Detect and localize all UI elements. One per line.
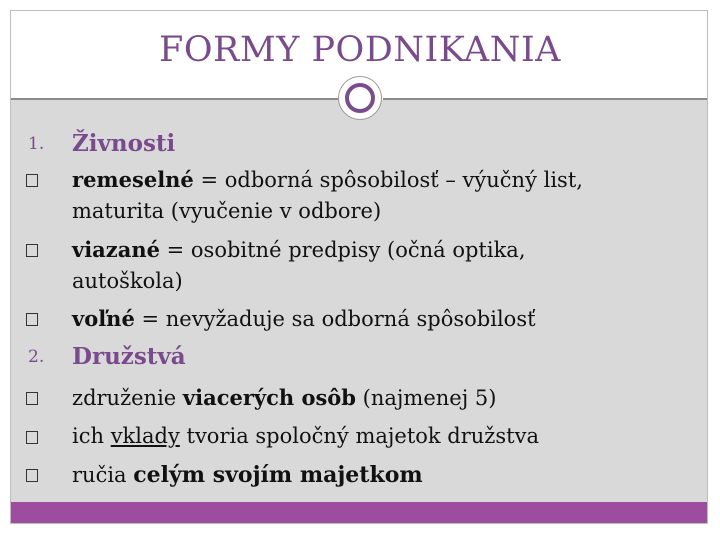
item-underlined: vklady xyxy=(110,424,180,448)
item-bold: viazané xyxy=(72,237,160,262)
item-bold: remeselné xyxy=(72,167,194,192)
list-number: 2. xyxy=(28,347,45,367)
section-heading: Živnosti xyxy=(72,130,176,157)
item-text: tvoria spoločný majetok družstva xyxy=(179,424,539,448)
checkbox-icon xyxy=(26,462,66,486)
item-text: = nevyžaduje sa odborná spôsobilosť xyxy=(134,307,536,331)
item-text: maturita (vyučenie v odbore) xyxy=(72,199,382,223)
checkbox-icon xyxy=(26,306,66,330)
divider-right xyxy=(383,98,707,100)
bottom-bar xyxy=(11,502,707,523)
item-text: = osobitné predpisy (očná optika, xyxy=(159,238,526,262)
item-bold: viacerých osôb xyxy=(182,385,356,410)
item-pre: ich xyxy=(72,424,111,448)
item-bold: voľné xyxy=(72,306,135,331)
slide-title: FORMY PODNIKANIA xyxy=(159,30,561,70)
item-pre: združenie xyxy=(72,386,183,410)
item-bold: celým svojím majetkom xyxy=(133,462,423,488)
checkbox-icon xyxy=(26,167,66,191)
checkbox-icon xyxy=(26,237,66,261)
item-pre: ručia xyxy=(72,463,134,487)
checkbox-icon xyxy=(26,424,66,448)
item-text: autoškola) xyxy=(72,269,183,293)
item-text: = odborná spôsobilosť – výučný list, xyxy=(193,168,583,192)
list-number: 1. xyxy=(28,134,45,154)
circle-ornament-icon xyxy=(338,76,382,120)
item-text: (najmenej 5) xyxy=(356,386,497,410)
section-heading: Družstvá xyxy=(72,343,186,370)
circle-ring xyxy=(345,83,375,113)
divider-left xyxy=(11,98,338,100)
checkbox-icon xyxy=(26,385,66,409)
